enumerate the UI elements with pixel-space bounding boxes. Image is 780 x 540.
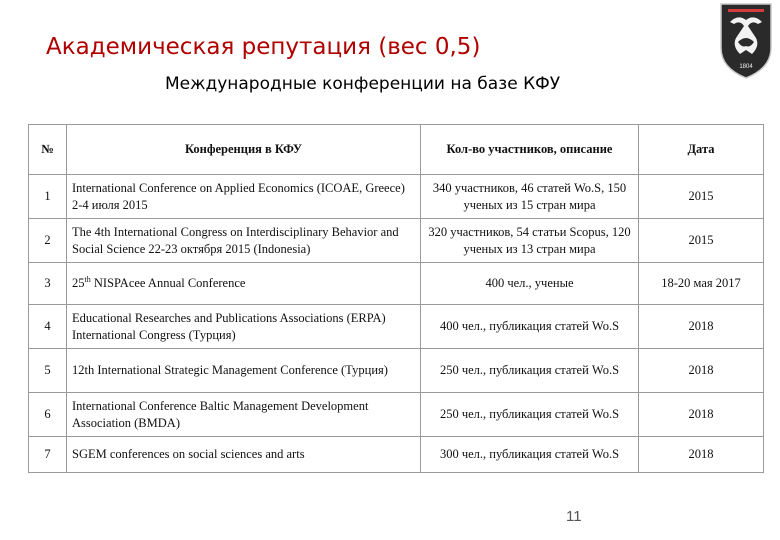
row-date: 2018 [639, 393, 764, 437]
table-row [29, 263, 764, 305]
page-number: 11 [566, 508, 582, 525]
row-conference [67, 263, 421, 305]
row-conference: International Conference on Applied Economics (ICOAE, Greece) 2-4 июля 2015 [67, 175, 421, 219]
row-date: 2015 [639, 175, 764, 219]
row-participants: 320 участников, 54 статьи Scopus, 120 ученых из 13 стран мира [421, 219, 639, 263]
row-conference: Educational Researches and Publications Associations (ERPA) International Congress (Турция) [67, 305, 421, 349]
table-row [29, 393, 764, 437]
row-conference-prefix: 25 [72, 276, 85, 291]
table-row [29, 219, 764, 263]
kfu-logo-icon [716, 2, 776, 80]
table-row [29, 175, 764, 219]
header-date: Дата [639, 125, 764, 175]
row-participants: 250 чел., публикация статей Wo.S [421, 393, 639, 437]
row-participants: 340 участников, 46 статей Wo.S, 150 ученых из 15 стран мира [421, 175, 639, 219]
row-participants: 400 чел., публикация статей Wo.S [421, 305, 639, 349]
conferences-table [28, 124, 764, 473]
table-row [29, 305, 764, 349]
header-participants: Кол-во участников, описание [421, 125, 639, 175]
slide-subtitle: Международные конференции на базе КФУ [165, 74, 561, 94]
row-num: 5 [29, 349, 67, 393]
row-date: 2015 [639, 219, 764, 263]
row-participants: 250 чел., публикация статей Wo.S [421, 349, 639, 393]
header-num: № [29, 125, 67, 175]
row-conference: International Conference Baltic Management Development Association (BMDA) [67, 393, 421, 437]
row-num: 4 [29, 305, 67, 349]
header-conference: Конференция в КФУ [67, 125, 421, 175]
row-conference: SGEM conferences on social sciences and arts [67, 437, 421, 473]
row-conference-rest: NISPAcee Annual Conference [90, 276, 246, 291]
row-conference: The 4th International Congress on Interdisciplinary Behavior and Social Science 22-23 октября 2015 (Indonesia) [67, 219, 421, 263]
row-num: 2 [29, 219, 67, 263]
table-row [29, 437, 764, 473]
row-conference: 12th International Strategic Management Conference (Турция) [67, 349, 421, 393]
logo-year: 1804 [739, 64, 753, 70]
row-num: 7 [29, 437, 67, 473]
slide-title: Академическая репутация (вес 0,5) [46, 34, 481, 60]
row-date: 2018 [639, 437, 764, 473]
row-num: 1 [29, 175, 67, 219]
table-header-row [29, 125, 764, 175]
row-participants: 400 чел., ученые [421, 263, 639, 305]
row-conference-sup: th [84, 274, 91, 284]
row-num: 6 [29, 393, 67, 437]
row-date: 2018 [639, 349, 764, 393]
row-date: 2018 [639, 305, 764, 349]
row-participants: 300 чел., публикация статей Wo.S [421, 437, 639, 473]
row-num: 3 [29, 263, 67, 305]
row-date: 18-20 мая 2017 [639, 263, 764, 305]
table-row [29, 349, 764, 393]
